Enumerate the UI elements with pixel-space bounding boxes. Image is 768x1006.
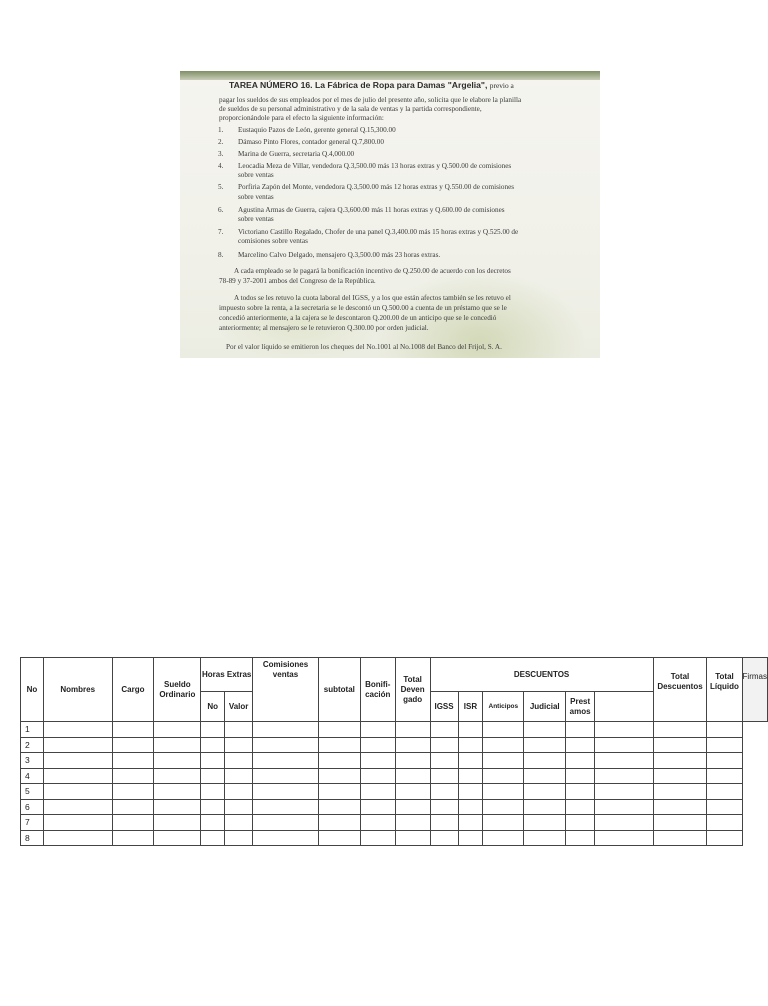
- row-number: 7: [21, 815, 44, 831]
- table-cell[interactable]: [566, 784, 595, 800]
- table-cell[interactable]: [318, 799, 360, 815]
- table-cell[interactable]: [566, 799, 595, 815]
- header-sueldo-ordinario: Sueldo Ordinario: [154, 658, 201, 722]
- table-cell[interactable]: [653, 722, 707, 738]
- assignment-title-main: TAREA NÚMERO 16. La Fábrica de Ropa para Damas "Argelia",: [229, 80, 488, 90]
- table-cell[interactable]: [112, 722, 154, 738]
- table-cell[interactable]: [395, 784, 430, 800]
- intro-line: proporcionándole para el efecto la siguiente información:: [219, 114, 384, 122]
- table-cell[interactable]: [458, 768, 483, 784]
- item-text: Porfiria Zapón del Monte, vendedora Q.3,500.00 más 12 horas extras y Q.550.00 de comisiones: [238, 183, 515, 191]
- table-cell[interactable]: [524, 815, 566, 831]
- table-cell[interactable]: [201, 784, 225, 800]
- table-cell[interactable]: [253, 768, 319, 784]
- item-number: 2.: [218, 138, 224, 146]
- table-cell[interactable]: [225, 768, 253, 784]
- table-cell[interactable]: [707, 722, 742, 738]
- row-number: 2: [21, 737, 44, 753]
- table-cell[interactable]: [595, 784, 653, 800]
- intro-line: de sueldos de su personal administrativo y de la sala de ventas y la partida correspondiente,: [219, 105, 482, 113]
- table-cell[interactable]: [112, 737, 154, 753]
- table-cell[interactable]: [112, 768, 154, 784]
- table-cell[interactable]: [458, 830, 483, 846]
- table-cell[interactable]: [201, 737, 225, 753]
- table-cell[interactable]: [43, 830, 112, 846]
- table-cell[interactable]: [524, 784, 566, 800]
- item-number: 6.: [218, 206, 224, 214]
- table-row: [21, 815, 768, 831]
- header-horas-valor: Valor: [225, 692, 253, 722]
- item-text: Agustina Armas de Guerra, cajera Q.3,600.00 más 11 horas extras y Q.600.00 de comisiones: [238, 206, 505, 214]
- header-total-devengado: Total Deven gado: [395, 658, 430, 722]
- item-number: 4.: [218, 162, 224, 170]
- header-horas-extras: Horas Extras: [201, 658, 253, 692]
- table-cell[interactable]: [360, 784, 395, 800]
- table-cell[interactable]: [595, 830, 653, 846]
- header-horas-no: No: [201, 692, 225, 722]
- table-cell[interactable]: [524, 722, 566, 738]
- table-cell[interactable]: [707, 815, 742, 831]
- table-cell[interactable]: [201, 768, 225, 784]
- table-cell[interactable]: [595, 722, 653, 738]
- header-firmas: Firmas: [742, 658, 767, 722]
- table-cell[interactable]: [225, 722, 253, 738]
- table-cell[interactable]: [566, 737, 595, 753]
- item-text: sobre ventas: [238, 215, 274, 223]
- table-cell[interactable]: [458, 722, 483, 738]
- table-cell[interactable]: [360, 737, 395, 753]
- table-row: [21, 722, 768, 738]
- table-cell[interactable]: [595, 815, 653, 831]
- table-cell[interactable]: [653, 753, 707, 769]
- table-cell[interactable]: [653, 815, 707, 831]
- table-cell[interactable]: [225, 815, 253, 831]
- table-cell[interactable]: [430, 799, 458, 815]
- item-text: sobre ventas: [238, 193, 274, 201]
- assignment-title: [229, 80, 599, 90]
- table-cell[interactable]: [360, 722, 395, 738]
- header-total-descuentos: Total Descuentos: [653, 658, 707, 722]
- table-cell[interactable]: [201, 799, 225, 815]
- header-comisiones-ventas: Comisiones ventas: [253, 658, 319, 722]
- table-cell[interactable]: [253, 753, 319, 769]
- table-cell[interactable]: [112, 799, 154, 815]
- item-number: 5.: [218, 183, 224, 191]
- table-cell[interactable]: [707, 737, 742, 753]
- header-isr: ISR: [458, 692, 483, 722]
- table-cell[interactable]: [154, 799, 201, 815]
- table-cell[interactable]: [707, 768, 742, 784]
- paragraph-line: A cada empleado se le pagará la bonificación incentivo de Q.250.00 de acuerdo con los decretos: [234, 267, 511, 275]
- item-text: Marina de Guerra, secretaria Q.4,000.00: [238, 150, 355, 158]
- paragraph-line: Por el valor líquido se emitieron los cheques del No.1001 al No.1008 del Banco del Frijol, S. A.: [226, 343, 502, 351]
- table-cell[interactable]: [653, 784, 707, 800]
- header-descuentos: DESCUENTOS: [430, 658, 653, 692]
- table-cell[interactable]: [43, 784, 112, 800]
- table-row: [21, 799, 768, 815]
- header-cargo: Cargo: [112, 658, 154, 722]
- table-cell[interactable]: [524, 799, 566, 815]
- table-cell[interactable]: [653, 799, 707, 815]
- table-row: [21, 753, 768, 769]
- header-subtotal: subtotal: [318, 658, 360, 722]
- header-anticipos: Anticipos: [483, 692, 524, 722]
- table-cell[interactable]: [318, 784, 360, 800]
- paragraph-line: anteriormente; al mensajero se le retuvieron Q.300.00 por orden judicial.: [219, 324, 429, 332]
- table-cell[interactable]: [318, 722, 360, 738]
- row-number: 4: [21, 768, 44, 784]
- table-row: [21, 784, 768, 800]
- table-cell[interactable]: [566, 815, 595, 831]
- table-cell[interactable]: [595, 737, 653, 753]
- table-cell[interactable]: [318, 830, 360, 846]
- table-cell[interactable]: [566, 768, 595, 784]
- header-nombres: Nombres: [43, 658, 112, 722]
- table-cell[interactable]: [112, 830, 154, 846]
- table-cell[interactable]: [524, 753, 566, 769]
- table-cell[interactable]: [458, 753, 483, 769]
- table-cell[interactable]: [595, 768, 653, 784]
- table-cell[interactable]: [707, 799, 742, 815]
- table-cell[interactable]: [201, 722, 225, 738]
- paragraph-line: impuesto sobre la renta, a la secretaria se le descontó un Q.500.00 a cuenta de un préstamo que se le: [219, 304, 507, 312]
- table-cell[interactable]: [43, 768, 112, 784]
- table-cell[interactable]: [201, 815, 225, 831]
- table-cell[interactable]: [483, 799, 524, 815]
- table-cell[interactable]: [483, 768, 524, 784]
- table-cell[interactable]: [566, 830, 595, 846]
- table-cell[interactable]: [524, 737, 566, 753]
- table-cell[interactable]: [318, 768, 360, 784]
- table-cell[interactable]: [154, 830, 201, 846]
- item-text: sobre ventas: [238, 171, 274, 179]
- item-number: 7.: [218, 228, 224, 236]
- table-cell[interactable]: [430, 737, 458, 753]
- table-cell[interactable]: [253, 737, 319, 753]
- table-cell[interactable]: [154, 784, 201, 800]
- header-total-liquido: Total Líquido: [707, 658, 742, 722]
- table-cell[interactable]: [595, 753, 653, 769]
- header-bonificacion: Bonifi- cación: [360, 658, 395, 722]
- row-number: 5: [21, 784, 44, 800]
- table-cell[interactable]: [154, 737, 201, 753]
- table-cell[interactable]: [707, 753, 742, 769]
- table-cell[interactable]: [318, 815, 360, 831]
- table-cell[interactable]: [360, 768, 395, 784]
- header-no: No: [21, 658, 44, 722]
- row-number: 8: [21, 830, 44, 846]
- intro-line: pagar los sueldos de sus empleados por el mes de julio del presente año, solicita que le elabore la planilla: [219, 96, 522, 104]
- row-number: 1: [21, 722, 44, 738]
- table-cell[interactable]: [430, 815, 458, 831]
- assignment-text: [180, 71, 600, 358]
- item-text: Victoriano Castillo Regalado, Chofer de una panel Q.3,400.00 más 15 horas extras y Q.525.00 de: [238, 228, 519, 236]
- table-cell[interactable]: [430, 830, 458, 846]
- table-cell[interactable]: [112, 753, 154, 769]
- table-cell[interactable]: [566, 753, 595, 769]
- table-cell[interactable]: [43, 815, 112, 831]
- table-cell[interactable]: [483, 737, 524, 753]
- table-cell[interactable]: [483, 830, 524, 846]
- item-text: Eustaquio Pazos de León, gerente general Q.15,300.00: [238, 126, 396, 134]
- item-number: 8.: [218, 251, 224, 259]
- table-cell[interactable]: [225, 799, 253, 815]
- table-cell[interactable]: [360, 830, 395, 846]
- table-cell[interactable]: [43, 799, 112, 815]
- payroll-body: [21, 722, 768, 846]
- assignment-title-rest: previo a: [489, 81, 514, 90]
- item-text: Marcelino Calvo Delgado, mensajero Q.3,500.00 más 23 horas extras.: [238, 251, 441, 259]
- table-cell[interactable]: [253, 799, 319, 815]
- table-cell[interactable]: [112, 784, 154, 800]
- item-number: 3.: [218, 150, 224, 158]
- table-cell[interactable]: [154, 722, 201, 738]
- table-cell[interactable]: [360, 799, 395, 815]
- table-cell[interactable]: [458, 784, 483, 800]
- table-cell[interactable]: [483, 753, 524, 769]
- table-cell[interactable]: [524, 830, 566, 846]
- table-cell[interactable]: [430, 768, 458, 784]
- table-cell[interactable]: [225, 830, 253, 846]
- table-cell[interactable]: [43, 722, 112, 738]
- table-cell[interactable]: [430, 722, 458, 738]
- table-cell[interactable]: [360, 815, 395, 831]
- table-cell[interactable]: [112, 815, 154, 831]
- table-cell[interactable]: [154, 768, 201, 784]
- table-cell[interactable]: [524, 768, 566, 784]
- header-igss: IGSS: [430, 692, 458, 722]
- payroll-table: [20, 657, 768, 846]
- item-text: Leocadia Meza de Villar, vendedora Q.3,500.00 más 13 horas extras y Q.500.00 de comisiones: [238, 162, 512, 170]
- paragraph-line: A todos se les retuvo la cuota laboral del IGSS, y a los que están afectos también se les retuvo el: [234, 294, 511, 302]
- paragraph-line: 78-89 y 37-2001 ambos del Congreso de la República.: [219, 277, 376, 285]
- table-cell[interactable]: [253, 815, 319, 831]
- table-cell[interactable]: [395, 799, 430, 815]
- table-cell[interactable]: [707, 784, 742, 800]
- table-cell[interactable]: [483, 815, 524, 831]
- table-cell[interactable]: [154, 815, 201, 831]
- table-cell[interactable]: [253, 722, 319, 738]
- table-cell[interactable]: [395, 753, 430, 769]
- header-prestamos: Prest amos: [566, 692, 595, 722]
- table-cell[interactable]: [653, 768, 707, 784]
- table-cell[interactable]: [395, 722, 430, 738]
- item-text: comisiones sobre ventas: [238, 237, 308, 245]
- table-row: [21, 737, 768, 753]
- table-cell[interactable]: [430, 784, 458, 800]
- table-cell[interactable]: [395, 815, 430, 831]
- table-cell[interactable]: [201, 753, 225, 769]
- item-number: 1.: [218, 126, 224, 134]
- table-cell[interactable]: [653, 737, 707, 753]
- assignment-photo: [180, 71, 600, 358]
- table-cell[interactable]: [253, 784, 319, 800]
- table-cell[interactable]: [430, 753, 458, 769]
- table-cell[interactable]: [458, 815, 483, 831]
- table-cell[interactable]: [318, 737, 360, 753]
- table-cell[interactable]: [653, 830, 707, 846]
- table-cell[interactable]: [483, 722, 524, 738]
- item-text: Dámaso Pinto Flores, contador general Q.7,800.00: [238, 138, 384, 146]
- table-cell[interactable]: [43, 753, 112, 769]
- table-row: [21, 768, 768, 784]
- paragraph-line: concedió anteriormente, a la cajera se le descontaron Q.200.00 de un anticipo que se le concedió: [219, 314, 497, 322]
- table-cell[interactable]: [43, 737, 112, 753]
- row-number: 3: [21, 753, 44, 769]
- table-cell[interactable]: [395, 737, 430, 753]
- table-cell[interactable]: [225, 784, 253, 800]
- table-cell[interactable]: [395, 830, 430, 846]
- header-judicial: Judicial: [524, 692, 566, 722]
- table-cell[interactable]: [225, 753, 253, 769]
- table-cell[interactable]: [458, 737, 483, 753]
- table-cell[interactable]: [360, 753, 395, 769]
- table-cell[interactable]: [154, 753, 201, 769]
- table-cell[interactable]: [595, 799, 653, 815]
- row-number: 6: [21, 799, 44, 815]
- table-cell[interactable]: [566, 722, 595, 738]
- table-cell[interactable]: [707, 830, 742, 846]
- table-cell[interactable]: [458, 799, 483, 815]
- table-cell[interactable]: [483, 784, 524, 800]
- table-cell[interactable]: [395, 768, 430, 784]
- table-row: [21, 830, 768, 846]
- table-cell[interactable]: [253, 830, 319, 846]
- table-cell[interactable]: [201, 830, 225, 846]
- table-cell[interactable]: [318, 753, 360, 769]
- table-cell[interactable]: [225, 737, 253, 753]
